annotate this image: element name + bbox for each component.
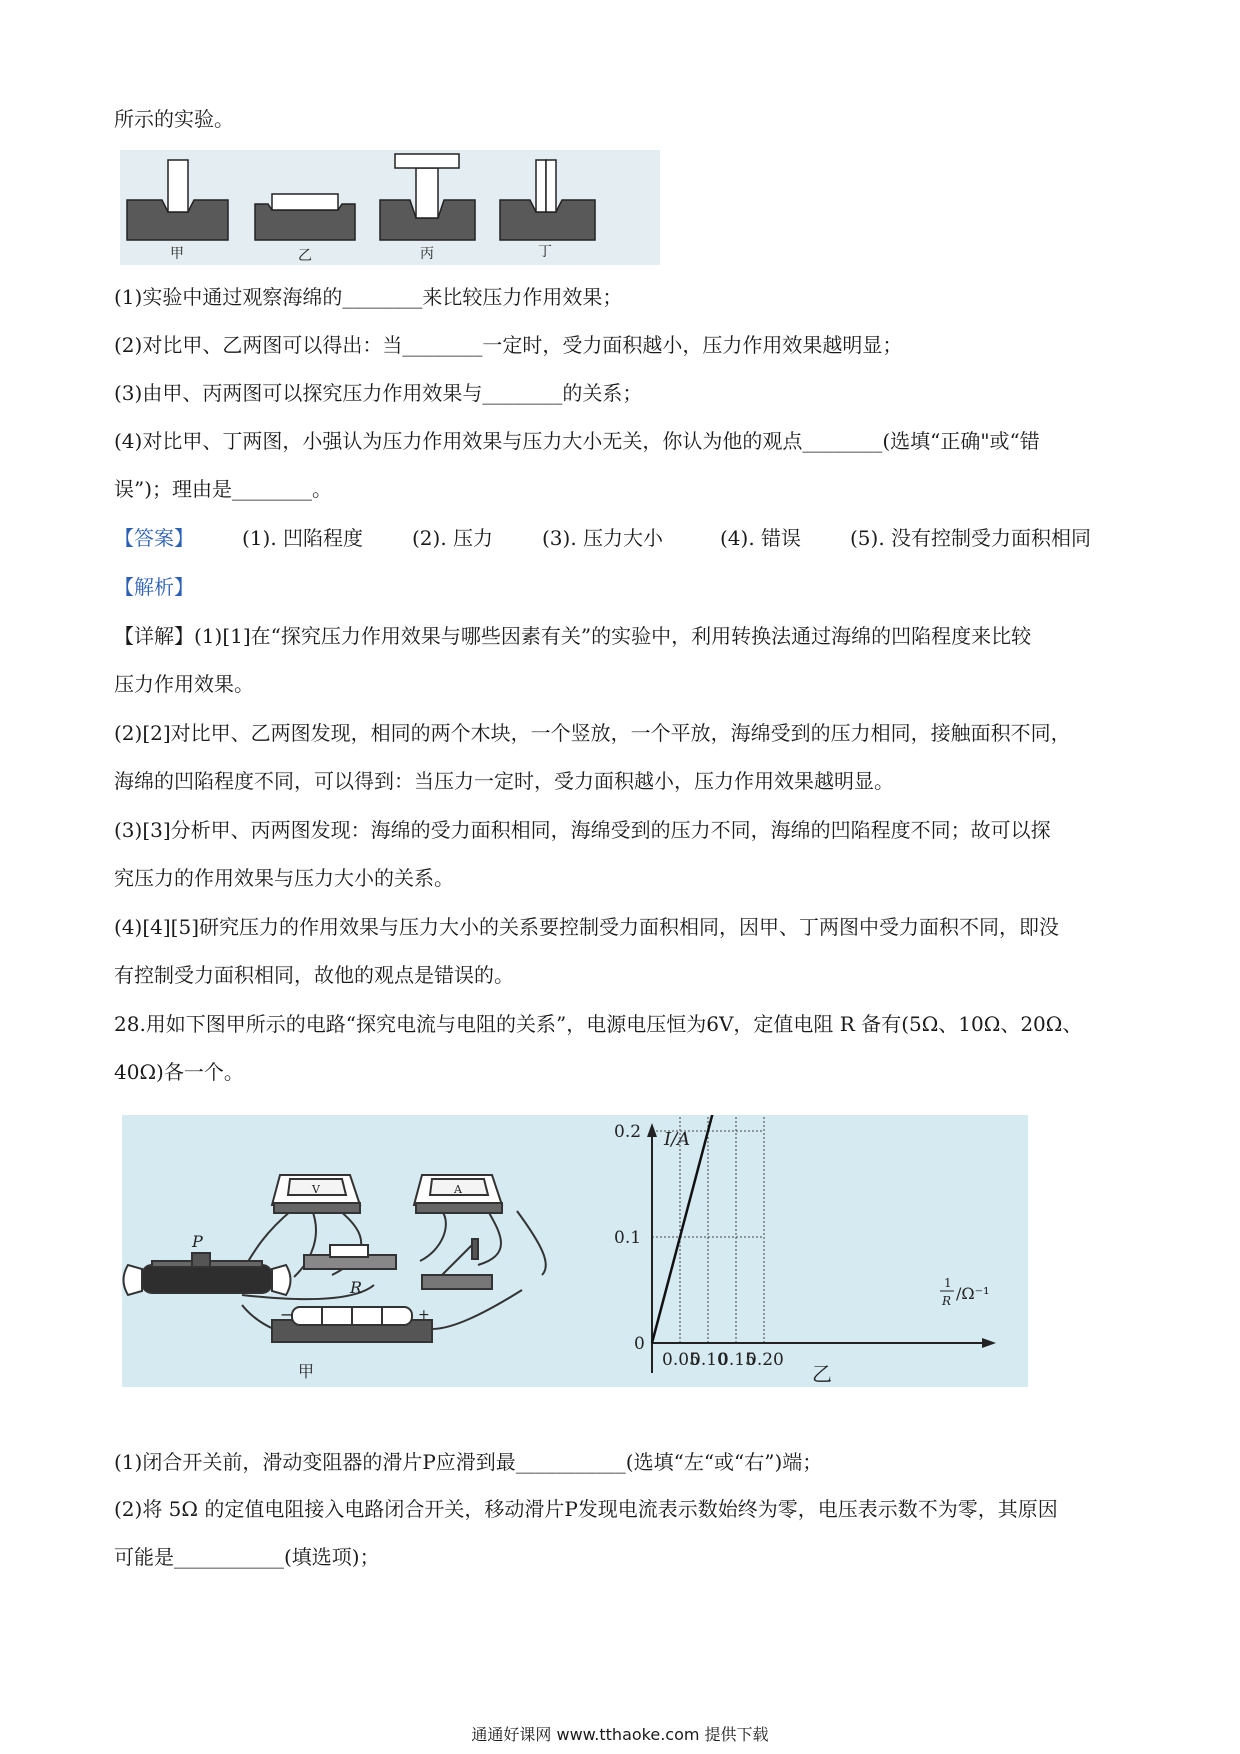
page-footer: 通通好课网 www.tthaoke.com 提供下载 xyxy=(471,1725,769,1744)
y-axis-arrow xyxy=(647,1123,657,1137)
q27-question-4a: (4)对比甲、丁两图，小强认为压力作用效果与压力大小无关，你认为他的观点________(选填“正确"或“错 xyxy=(114,429,1040,453)
x-axis-label-denominator: R xyxy=(942,1294,952,1308)
slider-label: P xyxy=(192,1232,203,1251)
x-tick-label: 0.15 xyxy=(718,1350,756,1370)
q27-question-1: (1)实验中通过观察海绵的________来比较压力作用效果； xyxy=(114,285,623,309)
voltmeter-label: V xyxy=(312,1183,320,1196)
detail-tag: 【详解】 xyxy=(114,624,194,648)
answer-2: (2). 压力 xyxy=(412,526,494,550)
battery-box xyxy=(272,1305,432,1342)
current-vs-conductance-chart xyxy=(614,1115,996,1386)
q28-question-2a: (2)将 5Ω 的定值电阻接入电路闭合开关，移动滑片P发现电流表示数始终为零，电压表示数不为零，其原因 xyxy=(114,1497,1058,1521)
detail-3a: (3)[3]分析甲、丙两图发现：海绵的受力面积相同，海绵受到的压力不同，海绵的凹陷程度不同；故可以探 xyxy=(114,818,1051,842)
y-tick-label: 0.2 xyxy=(614,1122,642,1142)
chart-caption: 乙 xyxy=(812,1362,832,1386)
circuit-caption: 甲 xyxy=(298,1362,315,1381)
x-tick-label: 0.05 xyxy=(662,1350,700,1370)
battery-plus: + xyxy=(418,1307,430,1323)
label-jia: 甲 xyxy=(170,246,184,262)
answer-3: (3). 压力大小 xyxy=(542,526,664,550)
answer-5: (5). 没有控制受力面积相同 xyxy=(850,526,1092,550)
label-yi: 乙 xyxy=(298,248,312,264)
x-tick-label: 0.10 xyxy=(690,1350,728,1370)
answer-4: (4). 错误 xyxy=(720,526,802,550)
circuit-and-chart-figure xyxy=(122,1115,1028,1387)
block-ding-1 xyxy=(536,160,546,212)
battery-minus: − xyxy=(280,1305,294,1324)
detail-4a: (4)[4][5]研究压力的作用效果与压力大小的关系要控制受力面积相同，因甲、丁两图中受力面积不同，即没 xyxy=(114,915,1059,939)
analysis-tag: 【解析】 xyxy=(114,575,194,599)
x-axis-label-numerator: 1 xyxy=(944,1276,952,1290)
ammeter xyxy=(414,1175,502,1213)
q28-question-1: (1)闭合开关前，滑动变阻器的滑片P应滑到最___________(选填“左“或“右”)端； xyxy=(114,1450,823,1474)
sponge-figure xyxy=(120,150,660,265)
q27-intro: 所示的实验。 xyxy=(114,107,234,131)
q27-question-4b: 误”)；理由是________。 xyxy=(114,477,333,501)
detail-3b: 究压力的作用效果与压力大小的关系。 xyxy=(114,866,454,890)
x-tick-label: 0.20 xyxy=(746,1350,784,1370)
q28-stem-b: 40Ω)各一个。 xyxy=(114,1060,244,1084)
answer-tag: 【答案】 xyxy=(114,526,194,550)
block-jia xyxy=(168,160,188,212)
label-ding: 丁 xyxy=(538,244,552,260)
detail-2b: 海绵的凹陷程度不同，可以得到：当压力一定时，受力面积越小，压力作用效果越明显。 xyxy=(114,769,894,793)
rheostat xyxy=(124,1232,291,1295)
q28-question-2b: 可能是___________(填选项)； xyxy=(114,1545,380,1569)
q28-stem-a: 28.用如下图甲所示的电路“探究电流与电阻的关系”，电源电压恒为6V，定值电阻 R 备有(5Ω、10Ω、20Ω、 xyxy=(114,1012,1083,1036)
y-tick-label: 0.1 xyxy=(614,1228,642,1248)
answer-1: (1). 凹陷程度 xyxy=(242,526,364,550)
y-axis-label: I/A xyxy=(664,1129,691,1150)
detail-2a: (2)[2]对比甲、乙两图发现，相同的两个木块，一个竖放，一个平放，海绵受到的压力相同，接触面积不同， xyxy=(114,721,1071,745)
detail-1b: 压力作用效果。 xyxy=(114,672,254,696)
top-block-bing xyxy=(395,154,459,168)
ammeter-label: A xyxy=(454,1183,462,1196)
detail-1a: 【详解】(1)[1]在“探究压力作用效果与哪些因素有关”的实验中，利用转换法通过海绵的凹陷程度来比较 xyxy=(114,624,1032,648)
voltmeter xyxy=(272,1175,360,1213)
resistor-label: R xyxy=(350,1278,363,1297)
label-bing: 丙 xyxy=(420,246,434,262)
x-axis-arrow xyxy=(982,1338,996,1348)
block-yi xyxy=(272,194,338,210)
block-bing xyxy=(416,168,438,218)
q27-question-3: (3)由甲、丙两图可以探究压力作用效果与________的关系； xyxy=(114,381,643,405)
origin-label: 0 xyxy=(634,1334,645,1354)
q27-question-2: (2)对比甲、乙两图可以得出：当________一定时，受力面积越小，压力作用效果越明显； xyxy=(114,333,903,357)
x-axis-label-unit: /Ω⁻¹ xyxy=(956,1284,990,1303)
resistor xyxy=(304,1245,396,1297)
block-ding-2 xyxy=(546,160,556,212)
detail-4b: 有控制受力面积相同，故他的观点是错误的。 xyxy=(114,963,514,987)
